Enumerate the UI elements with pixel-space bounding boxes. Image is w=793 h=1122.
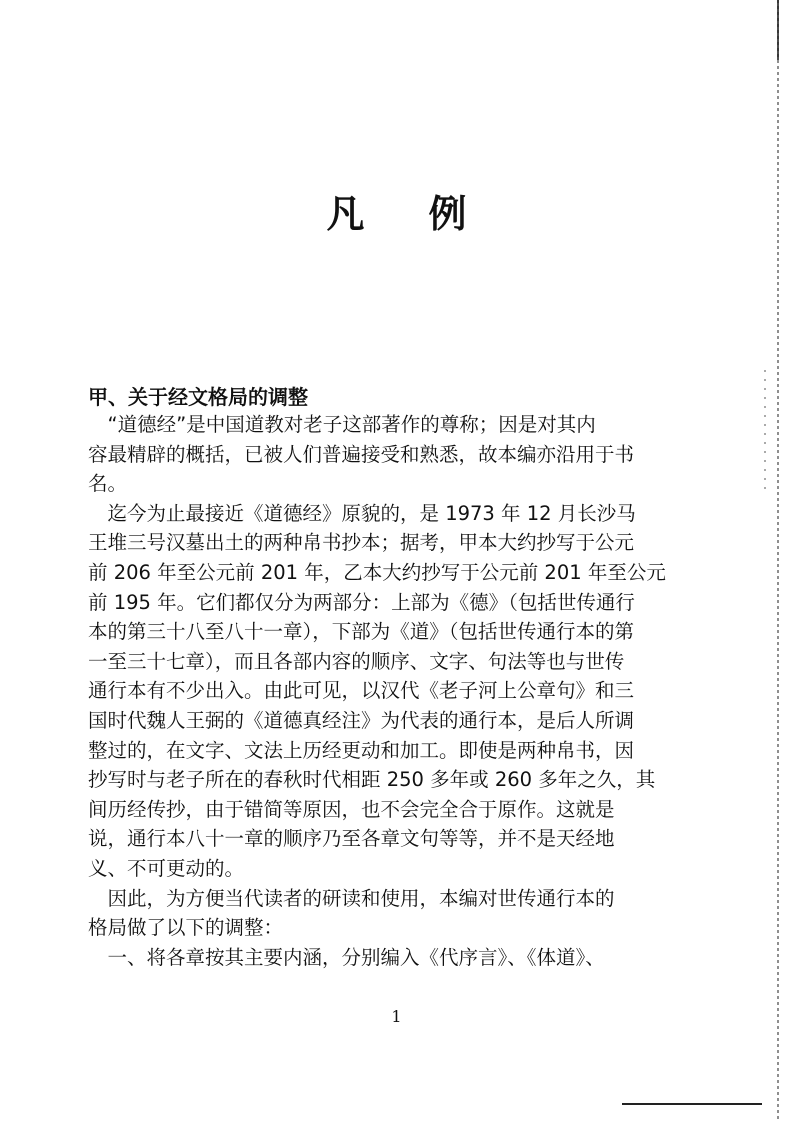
body-line: 整过的，在文字、文法上历经更动和加工。即使是两种帛书，因 xyxy=(88,738,635,762)
body-line: 一至三十七章），而且各部内容的顺序、文字、句法等也与世传 xyxy=(88,649,625,673)
body-text xyxy=(88,410,688,972)
body-line: 前 206 年至公元前 201 年，乙本大约抄写于公元前 201 年至公元 xyxy=(88,560,666,584)
body-line: 容最精辟的概括，已被人们普遍接受和熟悉，故本编亦沿用于书 xyxy=(88,442,635,466)
page-title xyxy=(0,183,793,238)
body-line: 义、不可更动的。 xyxy=(88,856,245,880)
body-line: 迄今为止最接近《道德经》原貌的，是 1973 年 12 月长沙马 xyxy=(88,501,636,525)
body-line: 因此，为方便当代读者的研读和使用，本编对世传通行本的 xyxy=(88,886,615,910)
body-line: 抄写时与老子所在的春秋时代相距 250 多年或 260 多年之久，其 xyxy=(88,768,656,792)
page-title-char-2: 例 xyxy=(428,191,467,236)
body-line: 前 195 年。它们都仅分为两部分：上部为《德》（包括世传通行 xyxy=(88,590,635,614)
body-line: 间历经传抄，由于错简等原因，也不会完全合于原作。这就是 xyxy=(88,797,615,821)
body-line: “道德经”是中国道教对老子这部著作的尊称；因是对其内 xyxy=(88,413,596,436)
body-line: 名。 xyxy=(88,472,128,496)
scan-edge-bottom xyxy=(622,1103,762,1105)
scan-artifact-dots xyxy=(764,370,766,490)
body-line: 说，通行本八十一章的顺序乃至各章文句等等，并不是天经地 xyxy=(88,827,615,851)
body-line: 通行本有不少出入。由此可见，以汉代《老子河上公章句》和三 xyxy=(88,679,635,703)
body-line: 国时代魏人王弼的《道德真经注》为代表的通行本，是后人所调 xyxy=(88,708,635,732)
page-title-char-1: 凡 xyxy=(326,191,365,236)
body-line: 一、将各章按其主要内涵，分别编入《代序言》、《体道》、 xyxy=(88,945,605,969)
body-line: 格局做了以下的调整： xyxy=(88,916,284,940)
section-heading: 甲、关于经文格局的调整 xyxy=(88,385,308,409)
scan-edge-top xyxy=(777,0,779,60)
body-line: 本的第三十八至八十一章），下部为《道》（包括世传通行本的第 xyxy=(88,620,635,644)
scan-edge-right xyxy=(777,0,779,1122)
body-line: 王堆三号汉墓出土的两种帛书抄本；据考，甲本大约抄写于公元 xyxy=(88,531,635,555)
page-number: 1 xyxy=(391,1007,402,1026)
